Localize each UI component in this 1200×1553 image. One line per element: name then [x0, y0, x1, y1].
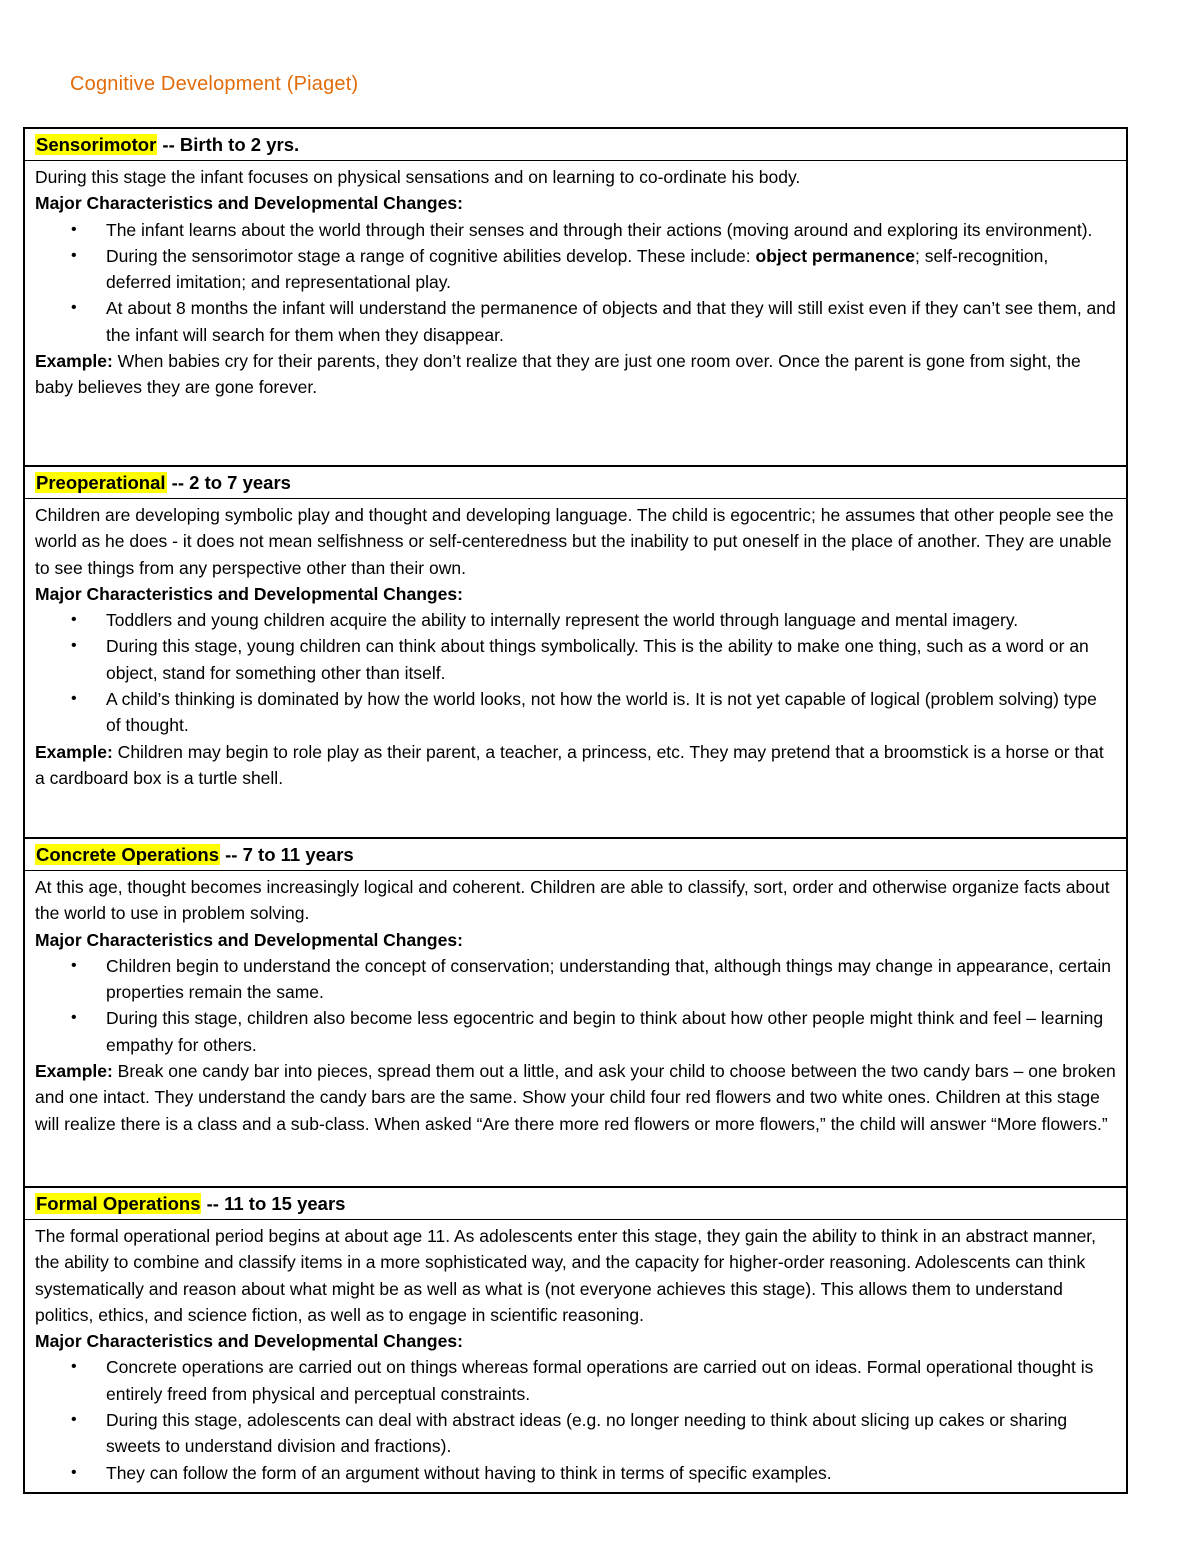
- bullet-text: Children begin to understand the concept of conservation; understanding that, although things may change in appearance, certain properties remain the same.: [106, 955, 1111, 1003]
- major-heading: Major Characteristics and Developmental Changes:: [35, 1331, 463, 1352]
- stage-header: [25, 467, 1126, 499]
- stage-formal-operations: [25, 1188, 1126, 1492]
- stage-name: Concrete Operations: [36, 844, 219, 865]
- bullet-item: [35, 1354, 1116, 1407]
- stage-intro: At this age, thought becomes increasingly logical and coherent. Children are able to classify, sort, order and otherwise organize facts about the world to use in problem solving.: [35, 877, 1110, 924]
- stage-body: [25, 1220, 1126, 1492]
- bullet-item: [35, 295, 1116, 348]
- stage-range: -- Birth to 2 yrs.: [157, 134, 300, 155]
- bullet-list: [35, 1354, 1116, 1485]
- major-heading: Major Characteristics and Developmental Changes:: [35, 929, 463, 950]
- bullet-text-tail: ; self-recognition, deferred imitation; and representational play.: [106, 245, 1049, 293]
- bullet-text: The infant learns about the world through their senses and through their actions (moving around and exploring its environment).: [106, 219, 1093, 240]
- bullet-item: [35, 1407, 1116, 1460]
- example: [35, 348, 1116, 401]
- stage-name: Formal Operations: [36, 1193, 201, 1214]
- bullet-icon: •: [71, 1411, 77, 1429]
- bullet-text: They can follow the form of an argument without having to think in terms of specific examples.: [106, 1462, 832, 1483]
- bullet-text: During this stage, young children can think about things symbolically. This is the ability to make one thing, such as a word or an object, stand for something other than itself.: [106, 636, 1089, 683]
- stage-concrete-operations: [25, 839, 1126, 1188]
- bullet-icon: •: [71, 611, 77, 629]
- bullet-item: [35, 633, 1116, 686]
- bullet-text: A child’s thinking is dominated by how the world looks, not how the world is. It is not yet capable of logical (problem solving) type of thought.: [106, 689, 1097, 736]
- stage-intro: During this stage the infant focuses on physical sensations and on learning to co-ordinate his body.: [35, 167, 801, 187]
- bullet-item: [35, 953, 1116, 1006]
- stage-range: -- 11 to 15 years: [201, 1193, 346, 1214]
- bullet-list: [35, 607, 1116, 738]
- bullet-text: During the sensorimotor stage a range of cognitive abilities develop. These include:: [106, 245, 756, 266]
- stage-range: -- 2 to 7 years: [166, 472, 291, 493]
- stage-body: [25, 499, 1126, 839]
- bullet-icon: •: [71, 246, 77, 264]
- bullet-item: [35, 1005, 1116, 1058]
- bullet-item: [35, 1460, 1116, 1486]
- example-text: When babies cry for their parents, they don’t realize that they are just one room over. Once the parent is gone from sight, the baby believes they are gone forever.: [35, 351, 1081, 398]
- bullet-list: [35, 953, 1116, 1058]
- bullet-icon: •: [71, 637, 77, 655]
- bullet-icon: •: [71, 690, 77, 708]
- stage-header: [25, 839, 1126, 871]
- major-heading: Major Characteristics and Developmental Changes:: [35, 193, 463, 214]
- stage-preoperational: [25, 467, 1126, 839]
- bullet-item: [35, 217, 1116, 243]
- stage-intro: The formal operational period begins at about age 11. As adolescents enter this stage, they gain the ability to think in an abstract manner, the ability to combine and classify items in a more sophisticated way, and the capacity for higher-order reasoning. Adolescents can think systematically and reason about what might be as well as what is (not everyone achieves this stage). This allows them to understand politics, ethics, and science fiction, as well as to engage in scientific reasoning.: [35, 1226, 1097, 1325]
- bullet-text: Concrete operations are carried out on things whereas formal operations are carried out on ideas. Formal operational thought is entirely freed from physical and perceptual constraints.: [106, 1357, 1094, 1404]
- example: [35, 1058, 1116, 1137]
- stage-sensorimotor: [25, 129, 1126, 467]
- bullet-text: Toddlers and young children acquire the ability to internally represent the world through language and mental imagery.: [106, 610, 1019, 631]
- stage-body: [25, 161, 1126, 467]
- bullet-icon: •: [71, 220, 77, 238]
- example-label: Example:: [35, 351, 113, 372]
- stage-range: -- 7 to 11 years: [220, 844, 354, 865]
- stage-intro: Children are developing symbolic play and thought and developing language. The child is egocentric; he assumes that other people see the world as he does - it does not mean selfishness or self-centeredness but the inability to put oneself in the place of another. They are unable to see things from any perspective other than their own.: [35, 505, 1114, 578]
- stage-header: [25, 1188, 1126, 1220]
- bullet-icon: •: [71, 1009, 77, 1027]
- example-text: Break one candy bar into pieces, spread them out a little, and ask your child to choose between the two candy bars – one broken and one intact. They understand the candy bars are the same. Show your child four red flowers and two white ones. Children at this stage will realize there is a class and a sub-class. When asked “Are there more red flowers or more flowers,” the child will answer “More flowers.”: [35, 1061, 1116, 1134]
- bullet-icon: •: [71, 1463, 77, 1481]
- bullet-list: [35, 217, 1116, 348]
- example-label: Example:: [35, 1061, 113, 1082]
- example-label: Example:: [35, 741, 113, 762]
- bullet-item: [35, 243, 1116, 296]
- stage-name: Sensorimotor: [36, 134, 157, 155]
- example: [35, 739, 1116, 792]
- bullet-icon: •: [71, 956, 77, 974]
- page-title: Cognitive Development (Piaget): [70, 73, 359, 95]
- stage-header: [25, 129, 1126, 161]
- stage-body: [25, 871, 1126, 1188]
- stage-name: Preoperational: [36, 472, 166, 493]
- stages-table: [23, 127, 1128, 1494]
- example-text: Children may begin to role play as their parent, a teacher, a princess, etc. They may pretend that a broomstick is a horse or that a cardboard box is a turtle shell.: [35, 741, 1104, 788]
- bullet-text: During this stage, adolescents can deal with abstract ideas (e.g. no longer needing to think about slicing up cakes or sharing sweets to understand division and fractions).: [106, 1410, 1068, 1457]
- major-heading: Major Characteristics and Developmental Changes:: [35, 583, 463, 604]
- bullet-bold-term: object permanence: [755, 245, 915, 266]
- bullet-icon: •: [71, 1358, 77, 1376]
- bullet-icon: •: [71, 299, 77, 317]
- bullet-text: At about 8 months the infant will understand the permanence of objects and that they will still exist even if they can’t see them, and the infant will search for them when they disappear.: [106, 298, 1116, 345]
- bullet-item: [35, 686, 1116, 739]
- bullet-text: During this stage, children also become less egocentric and begin to think about how other people might think and feel – learning empathy for others.: [106, 1008, 1104, 1055]
- bullet-item: [35, 607, 1116, 633]
